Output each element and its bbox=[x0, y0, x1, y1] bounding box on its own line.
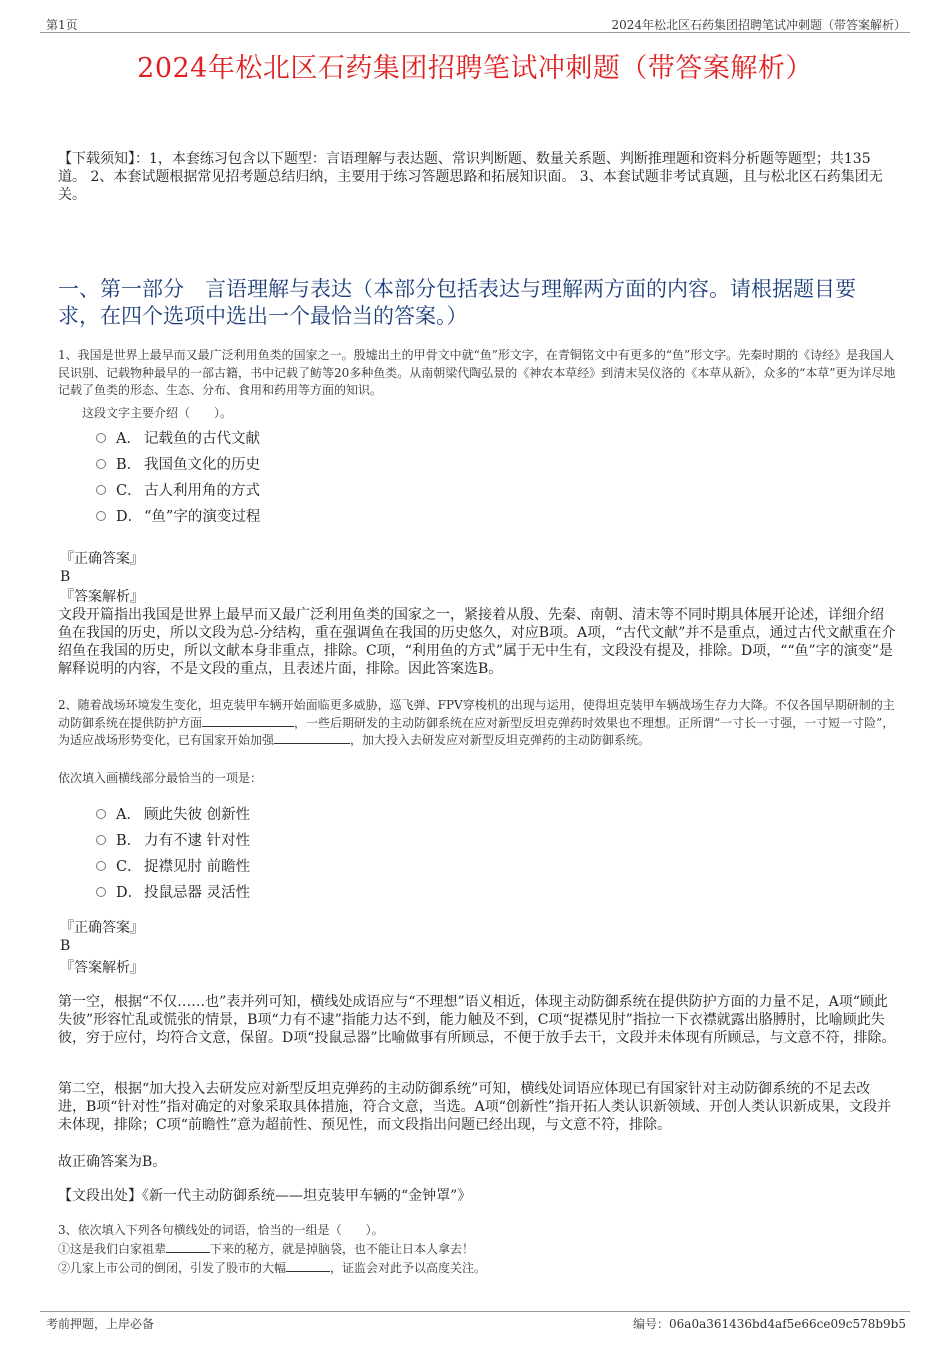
q1-option-d[interactable]: D． “鱼”字的演变过程 bbox=[96, 507, 260, 527]
q2-analysis-3: 故正确答案为B。 bbox=[58, 1154, 167, 1170]
footer-slogan: 考前押题，上岸必备 bbox=[46, 1317, 155, 1331]
radio-icon[interactable] bbox=[96, 887, 106, 897]
q2-answer-label: 『正确答案』 bbox=[60, 920, 144, 936]
q2-option-c[interactable]: C． 捉襟见肘 前瞻性 bbox=[96, 857, 250, 877]
q1-stem: 1、我国是世界上最早而又最广泛利用鱼类的国家之一。殷墟出土的甲骨文中就“鱼”形文字，在青铜铭文中有更多的“鱼”形文字。先秦时期的《诗经》是我国人民识别、记载物种最早的一部古籍，书中记载了鲂等20多种鱼类。从南朝梁代陶弘景的《神农本草经》到清末吴仪洛的《本草从新》，众多的“本草”更为详尽地记载了鱼类的形态、生态、分布、食用和药用等方面的知识。 bbox=[58, 348, 896, 397]
header-doc-title: 2024年松北区石药集团招聘笔试冲刺题（带答案解析） bbox=[611, 18, 906, 32]
blank-2 bbox=[286, 1261, 330, 1272]
q2-option-b[interactable]: B． 力有不逮 针对性 bbox=[96, 831, 250, 851]
radio-icon[interactable] bbox=[96, 511, 106, 521]
q1-option-c[interactable]: C． 古人利用角的方式 bbox=[96, 481, 260, 501]
footer-serial: 编号：06a0a361436bd4af5e66ce09c578b9b5 bbox=[633, 1317, 906, 1331]
q1-analysis-label: 『答案解析』 bbox=[60, 589, 144, 605]
blank-2 bbox=[274, 733, 350, 744]
page-header bbox=[40, 14, 910, 33]
document-title: 2024年松北区石药集团招聘笔试冲刺题（带答案解析） bbox=[137, 53, 813, 84]
radio-icon[interactable] bbox=[96, 485, 106, 495]
q2-analysis-2: 第二空，根据“加大投入去研发应对新型反坦克弹药的主动防御系统”可知，横线处词语应体现已有国家针对主动防御系统的不足去改进，B项“针对性”指对确定的对象采取具体措施，符合文意，当选。A项“创新性”指开拓人类认识新领域、开创人类认识新成果，文段并未体现，排除；C项“前瞻性”意为超前性、预见性，而文段指出问题已经出现，与文意不符，排除。 bbox=[58, 1081, 892, 1133]
blank-1 bbox=[166, 1242, 210, 1253]
radio-icon[interactable] bbox=[96, 433, 106, 443]
q2-option-a[interactable]: A． 顾此失彼 创新性 bbox=[96, 805, 250, 825]
q1-answer: B bbox=[60, 569, 71, 585]
q2-option-d[interactable]: D． 投鼠忌器 灵活性 bbox=[96, 883, 250, 903]
download-notice: 【下载须知】：1，本套练习包含以下题型：言语理解与表达题、常识判断题、数量关系题、判断推理题和资料分析题等题型；共135道。 2、本套试题根据常见招考题总结归纳，主要用于练习答题思路和拓展知识面。 3、本套试题非考试真题，且与松北区石药集团无关。 bbox=[58, 151, 883, 203]
q1-analysis: 文段开篇指出我国是世界上最早而又最广泛利用鱼类的国家之一，紧接着从殷、先秦、南朝、清末等不同时期具体展开论述，详细介绍鱼在我国的历史，所以文段为总-分结构，重在强调鱼在我国的历史悠久，对应B项。A项，“古代文献”并不是重点，通过古代文献重在介绍鱼在我国的历史，所以文献本身非重点，排除。C项，“利用鱼的方式”属于无中生有，文段没有提及，排除。D项，““鱼”字的演变”是解释说明的内容，不是文段的重点，且表述片面，排除。因此答案选B。 bbox=[58, 607, 896, 677]
page-number: 第1页 bbox=[46, 18, 78, 32]
q2-answer: B bbox=[60, 938, 71, 954]
q2-source: 【文段出处】《新一代主动防御系统——坦克装甲车辆的“金钟罩”》 bbox=[58, 1188, 472, 1204]
q2-stem: 2、随着战场环境发生变化，坦克装甲车辆开始面临更多威胁，巡飞弹、FPV穿梭机的出现与运用，使得坦克装甲车辆战场生存力大降。不仅各国早期研制的主动防御系统在提供防护方面 ，一些后期研发的主动防御系统在应对新型反坦克弹药时效果也不理想。正所谓“一寸长一寸强，一寸短一寸险”，为适应战场形势变化，已有国家开始加强 ，加大投入去研发应对新型反坦克弹药的主动防御系统。 bbox=[58, 698, 895, 747]
radio-icon[interactable] bbox=[96, 861, 106, 871]
q3-sentence-2: ②几家上市公司的倒闭，引发了股市的大幅 ，证监会对此予以高度关注。 bbox=[58, 1261, 487, 1275]
radio-icon[interactable] bbox=[96, 809, 106, 819]
q1-option-b[interactable]: B． 我国鱼文化的历史 bbox=[96, 455, 260, 475]
q3-sentence-1: ①这是我们白家祖辈 下来的秘方，就是掉脑袋，也不能让日本人拿去！ bbox=[58, 1242, 475, 1256]
q1-option-a[interactable]: A． 记载鱼的古代文献 bbox=[96, 429, 260, 449]
page-footer bbox=[40, 1311, 910, 1332]
q2-ask: 依次填入画横线部分最恰当的一项是： bbox=[58, 771, 263, 785]
radio-icon[interactable] bbox=[96, 835, 106, 845]
blank-1 bbox=[202, 716, 294, 727]
q2-analysis-label: 『答案解析』 bbox=[60, 960, 144, 976]
section-heading: 一、第一部分 言语理解与表达（本部分包括表达与理解两方面的内容。请根据题目要求，在四个选项中选出一个最恰当的答案。） bbox=[58, 277, 856, 328]
q2-analysis-1: 第一空，根据“不仅……也”表并列可知，横线处成语应与“不理想”语义相近，体现主动防御系统在提供防护方面的力量不足，A项“顾此失彼”形容忙乱或慌张的情景，B项“力有不逮”指能力达不到，能力触及不到，C项“捉襟见肘”指拉一下衣襟就露出胳膊肘，比喻顾此失彼，穷于应付，均符合文意，保留。D项“投鼠忌器”比喻做事有所顾忌，不便于放手去干，文段并未体现有所顾忌，与文意不符，排除。 bbox=[58, 994, 896, 1046]
q1-ask: 这段文字主要介绍（ ）。 bbox=[82, 406, 233, 420]
radio-icon[interactable] bbox=[96, 459, 106, 469]
q3-stem: 3、依次填入下列各句横线处的词语，恰当的一组是（ ）。 bbox=[58, 1223, 384, 1237]
q1-answer-label: 『正确答案』 bbox=[60, 551, 144, 567]
